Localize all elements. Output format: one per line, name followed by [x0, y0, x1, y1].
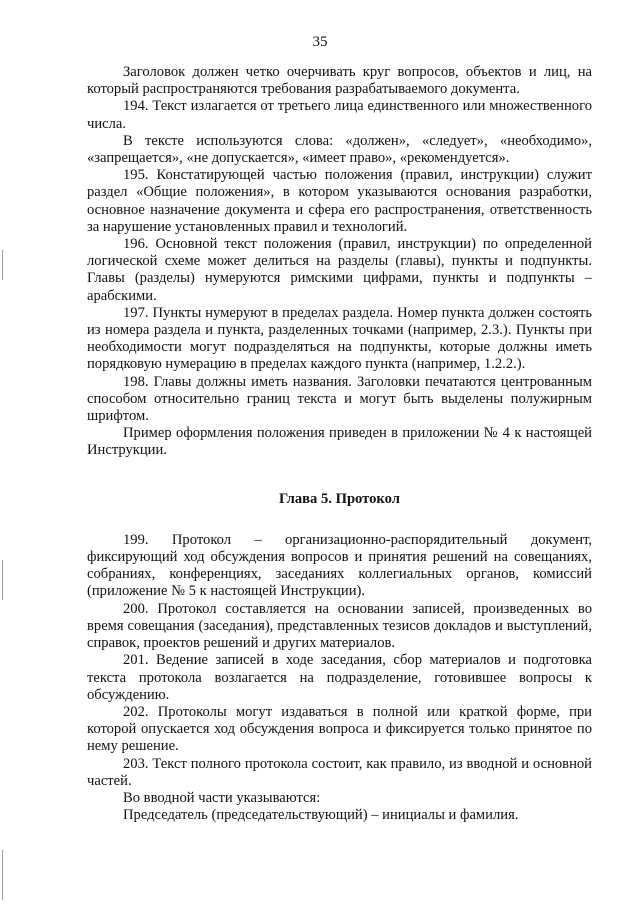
- scan-edge-mark: [2, 250, 3, 280]
- scan-edge-mark: [2, 850, 3, 900]
- paragraph-201: 201. Ведение записей в ходе заседания, сбор материалов и подготовка текста протокола возлагается на подразделение, готовившее вопросы к обсуждению.: [87, 652, 592, 703]
- document-body: [87, 64, 592, 824]
- paragraph: Пример оформления положения приведен в приложении № 4 к настоящей Инструкции.: [87, 425, 592, 459]
- scan-edge-mark: [2, 560, 3, 600]
- paragraph-199: 199. Протокол – организационно-распорядительный документ, фиксирующий ход обсуждения вопросов и принятия решений на совещаниях, собраниях, конференциях, заседаниях коллегиальных органов, комиссий (приложение № 5 к настоящей Инструкции).: [87, 531, 592, 600]
- paragraph-202: 202. Протоколы могут издаваться в полной или краткой форме, при которой опускается ход обсуждения вопроса и фиксируется только принятое по нему решение.: [87, 703, 592, 755]
- paragraph: Заголовок должен четко очерчивать круг вопросов, объектов и лиц, на который распространяются требования разрабатываемого документа.: [87, 64, 592, 98]
- paragraph-198: 198. Главы должны иметь названия. Заголовки печатаются центрованным способом относительно границ текста и могут быть выделены полужирным шрифтом.: [87, 373, 592, 425]
- page-number: 35: [312, 34, 328, 50]
- paragraph: В тексте используются слова: «должен», «следует», «необходимо», «запрещается», «не допускается», «имеет право», «рекомендуется».: [87, 132, 592, 167]
- paragraph-195: 195. Констатирующей частью положения (правил, инструкции) служит раздел «Общие положения», в котором указываются основания разработки, основное назначение документа и сфера его распространения, ответственность за нарушение установленных правил и технологий.: [87, 167, 592, 235]
- paragraph: Председатель (председательствующий) – инициалы и фамилия.: [123, 807, 519, 824]
- paragraph-203: 203. Текст полного протокола состоит, как правило, из вводной и основной частей.: [87, 755, 592, 789]
- paragraph: Во вводной части указываются:: [123, 789, 321, 806]
- paragraph-200: 200. Протокол составляется на основании записей, произведенных во время совещания (заседания), представленных тезисов докладов и выступлений, справок, проектов решений и других материалов.: [87, 600, 592, 652]
- paragraph-197: 197. Пункты нумеруют в пределах раздела. Номер пункта должен состоять из номера раздела и пункта, разделенных точками (например, 2.3.). Пункты при необходимости могут подразделяться на подпункты, которые должны иметь порядковую нумерацию в пределах каждого пункта (например, 1.2.2.).: [87, 304, 592, 373]
- chapter-heading: Глава 5. Протокол: [279, 490, 400, 507]
- paragraph-194: 194. Текст излагается от третьего лица единственного или множественного числа.: [87, 98, 592, 132]
- paragraph-196: 196. Основной текст положения (правил, инструкции) по определенной логической схеме может делиться на разделы (главы), пункты и подпункты. Главы (разделы) нумеруются римскими цифрами, пункты и подпункты – арабскими.: [87, 236, 592, 304]
